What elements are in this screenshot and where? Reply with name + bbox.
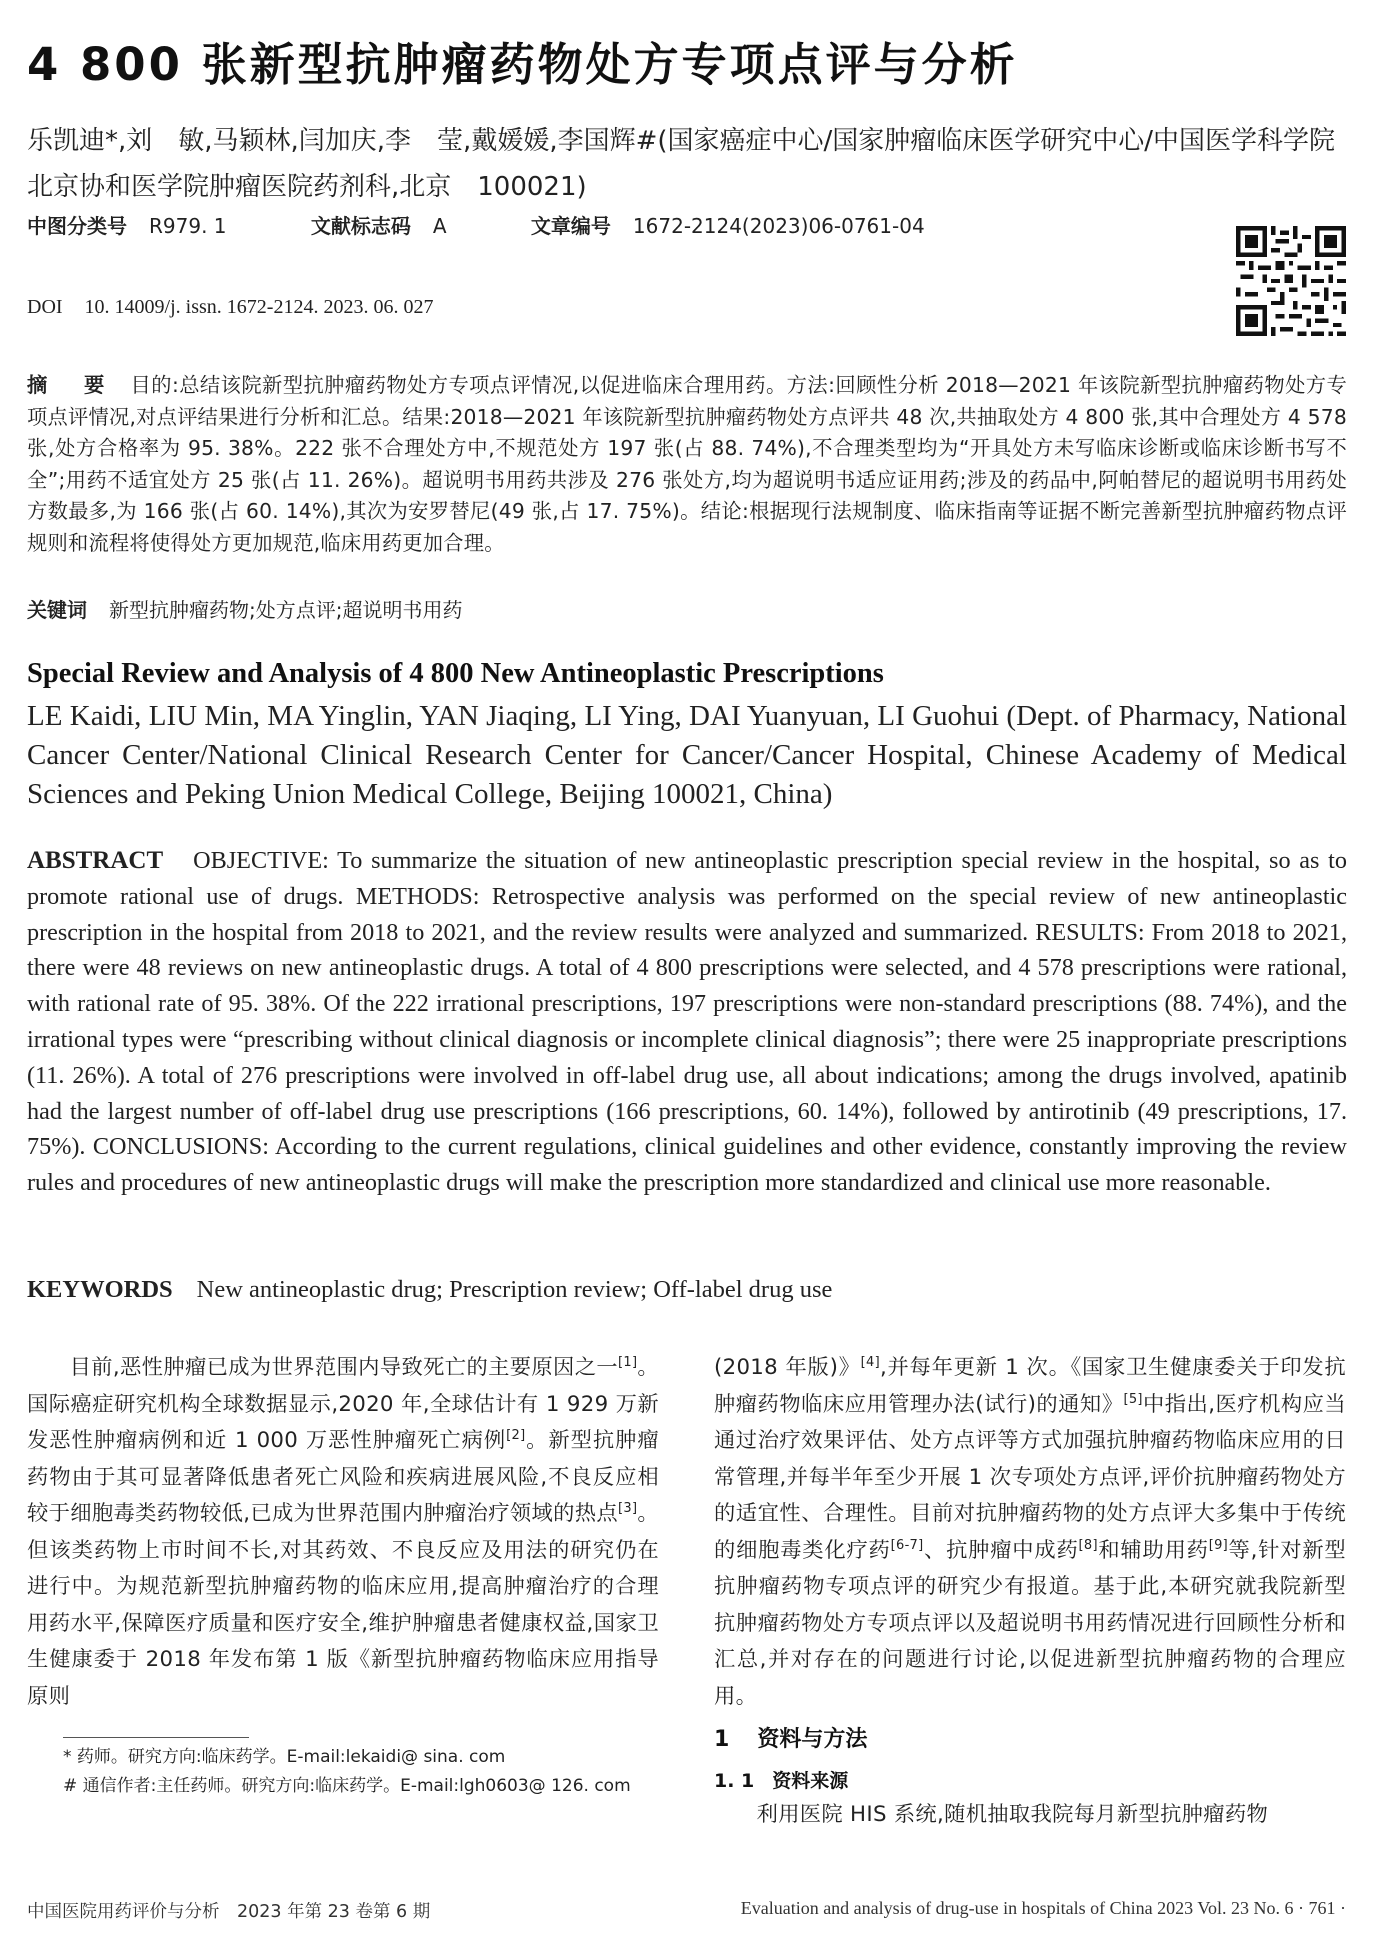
reference-citation[interactable]: [3] bbox=[618, 1501, 638, 1516]
doc-code-value: A bbox=[432, 214, 447, 238]
english-keywords-text: New antineoplastic drug; Prescription review; Off-label drug use bbox=[196, 1276, 833, 1303]
body-text: 。国际癌症研究机构全球数据显示,2020 年,全球估计有 1 929 万新发恶性肿瘤病例和近 1 000 万恶性肿瘤死亡病例 bbox=[27, 1355, 659, 1453]
subsection-heading bbox=[714, 1766, 848, 1793]
footnotes bbox=[27, 1743, 659, 1801]
journal-footer-chinese: 中国医院用药评价与分析 2023 年第 23 卷第 6 期 bbox=[27, 1902, 431, 1922]
english-abstract bbox=[27, 843, 1347, 1201]
keywords-label: 关键词 bbox=[27, 598, 87, 622]
reference-citation[interactable]: [8] bbox=[1078, 1537, 1098, 1553]
reference-citation[interactable]: [2] bbox=[506, 1428, 526, 1443]
body-text: 。但该类药物上市时间不长,对其药效、不良反应及用法的研究仍在进行中。为规范新型抗肿瘤药物的临床应用,提高肿瘤治疗的合理用药水平,保障医疗质量和医疗安全,维护肿瘤患者健康权益,国家卫生健康委于 2018 年发布第 1 版《新型抗肿瘤药物临床应用指导原则 bbox=[27, 1501, 659, 1709]
footnote-author: * 药师。研究方向:临床药学。E-mail:lekaidi@ sina. com bbox=[63, 1747, 506, 1767]
body-text: 等,针对新型抗肿瘤药物专项点评的研究少有报道。基于此,本研究就我院新型抗肿瘤药物处方专项点评以及超说明书用药情况进行回顾性分析和汇总,并对存在的问题进行讨论,以促进新型抗肿瘤药物的合理应用。 bbox=[714, 1537, 1346, 1709]
doi-row bbox=[27, 296, 433, 319]
keywords-text: 新型抗肿瘤药物;处方点评;超说明书用药 bbox=[109, 598, 463, 622]
english-abstract-label: ABSTRACT bbox=[27, 847, 164, 874]
body-text: 。新型抗肿瘤药物由于其可显著降低患者死亡风险和疾病进展风险,不良反应相较于细胞毒类药物较低,已成为世界范围内肿瘤治疗领域的热点 bbox=[27, 1428, 659, 1526]
body-column-left bbox=[27, 1350, 659, 1715]
body-text: 中指出,医疗机构应当通过治疗效果评估、处方点评等方式加强抗肿瘤药物临床应用的日常管理,并每半年至少开展 1 次专项处方点评,评价抗肿瘤药物处方的适宜性、合理性。目前对抗肿瘤药物的处方点评大多集中于传统的细胞毒类化疗药 bbox=[714, 1391, 1346, 1563]
chinese-keywords bbox=[27, 594, 462, 623]
section-heading bbox=[714, 1722, 867, 1753]
doc-code-label: 文献标志码 bbox=[310, 214, 411, 238]
journal-footer-english: Evaluation and analysis of drug-use in hospitals of China 2023 Vol. 23 No. 6 · 761 · bbox=[740, 1898, 1346, 1918]
body-text: 目前,恶性肿瘤已成为世界范围内导致死亡的主要原因之一 bbox=[69, 1355, 619, 1380]
clc-value: R979. 1 bbox=[149, 214, 227, 238]
body-text: ,并每年更新 1 次。《国家卫生健康委关于印发抗肿瘤药物临床应用管理办法(试行)的通知》 bbox=[714, 1355, 1346, 1417]
english-keywords-label: KEYWORDS bbox=[27, 1276, 173, 1303]
classification-row bbox=[27, 210, 925, 239]
abstract-label: 摘 要 bbox=[27, 373, 113, 397]
abstract-text: 目的:总结该院新型抗肿瘤药物处方专项点评情况,以促进临床合理用药。方法:回顾性分析 2018—2021 年该院新型抗肿瘤药物处方专项点评情况,对点评结果进行分析和汇总。结果:2018—2021 年该院新型抗肿瘤药物处方点评共 48 次,共抽取处方 4 800 张,其中合理处方 4 578 张,处方合格率为 95. 38%。222 张不合理处方中,不规范处方 197 张(占 88. 74%),不合理类型均为“开具处方未写临床诊断或临床诊断书写不全”;用药不适宜处方 25 张(占 11. 26%)。超说明书用药共涉及 276 张处方,均为超说明书适应证用药;涉及的药品中,阿帕替尼的超说明书用药处方数最多,为 166 张(占 60. 14%),其次为安罗替尼(49 张,占 17. 75%)。结论:根据现行法规制度、临床指南等证据不断完善新型抗肿瘤药物点评规则和流程将使得处方更加规范,临床用药更加合理。 bbox=[27, 373, 1347, 555]
article-title: 4 800 张新型抗肿瘤药物处方专项点评与分析 bbox=[27, 38, 1018, 91]
body-column-right bbox=[714, 1350, 1346, 1715]
english-authors: LE Kaidi, LIU Min, MA Yinglin, YAN Jiaqing, LI Ying, DAI Yuanyuan, LI Guohui (Dept. of Pharmacy, National Cancer Center/National Clinical Research Center for Cancer/Cancer Hospital, Chinese Academy of Medical Sciences and Peking Union Medical College, Beijing 100021, China) bbox=[27, 700, 1347, 810]
reference-citation[interactable]: [6-7] bbox=[890, 1537, 924, 1553]
article-no-value: 1672-2124(2023)06-0761-04 bbox=[632, 214, 925, 238]
reference-citation[interactable]: [5] bbox=[1123, 1391, 1143, 1407]
section-number: 1 bbox=[714, 1727, 730, 1752]
english-keywords bbox=[27, 1276, 832, 1304]
chinese-abstract bbox=[27, 370, 1347, 559]
doi-value: 10. 14009/j. issn. 1672-2124. 2023. 06. 027 bbox=[84, 296, 434, 318]
english-abstract-text: OBJECTIVE: To summarize the situation of new antineoplastic prescription special review in the hospital, so as to promote rational use of drugs. METHODS: Retrospective analysis was performed on the special review of new antineoplastic prescription in the hospital from 2018 to 2021, and the review results were analyzed and summarized. RESULTS: From 2018 to 2021, there were 48 reviews on new antineoplastic drugs. A total of 4 800 prescriptions were selected, and 4 578 prescriptions were rational, with rational rate of 95. 38%. Of the 222 irrational prescriptions, 197 prescriptions were non-standard prescriptions (88. 74%), and the irrational types were “prescribing without clinical diagnosis or incomplete clinical diagnosis”; there were 25 inappropriate prescriptions (11. 26%). A total of 276 prescriptions were involved in off-label drug use, all about indications; among the drugs involved, apatinib had the largest number of off-label drug use prescriptions (166 prescriptions, 60. 14%), followed by antirotinib (49 prescriptions, 17. 75%). CONCLUSIONS: According to the current regulations, clinical guidelines and other evidence, constantly improving the review rules and procedures of new antineoplastic drugs will make the prescription more standardized and clinical use more reasonable. bbox=[27, 847, 1347, 1197]
clc-label: 中图分类号 bbox=[27, 214, 127, 238]
doi-label: DOI bbox=[27, 296, 63, 318]
article-no-label: 文章编号 bbox=[530, 214, 611, 238]
footnote-divider bbox=[63, 1737, 249, 1738]
section-title: 资料与方法 bbox=[757, 1727, 868, 1752]
qr-code-icon bbox=[1236, 226, 1346, 336]
reference-citation[interactable]: [4] bbox=[860, 1355, 880, 1370]
footnote-corresponding: # 通信作者:主任药师。研究方向:临床药学。E-mail:lgh0603@ 126. com bbox=[63, 1776, 631, 1796]
reference-citation[interactable]: [9] bbox=[1208, 1537, 1229, 1553]
english-title: Special Review and Analysis of 4 800 New Antineoplastic Prescriptions bbox=[27, 658, 884, 689]
reference-citation[interactable]: [1] bbox=[618, 1355, 638, 1370]
subsection-number: 1. 1 bbox=[714, 1770, 755, 1792]
subsection-title: 资料来源 bbox=[772, 1770, 849, 1792]
body-text: 和辅助用药 bbox=[1097, 1537, 1209, 1563]
body-text: 、抗肿瘤中成药 bbox=[923, 1537, 1079, 1563]
author-affiliation: 乐凯迪*,刘 敏,马颖林,闫加庆,李 莹,戴媛媛,李国辉#(国家癌症中心/国家肿瘤临床医学研究中心/中国医学科学院北京协和医学院肿瘤医院药剂科,北京 100021) bbox=[27, 126, 1336, 202]
subsection-text: 利用医院 HIS 系统,随机抽取我院每月新型抗肿瘤药物 bbox=[756, 1802, 1269, 1827]
body-text: (2018 年版)》 bbox=[714, 1355, 861, 1380]
